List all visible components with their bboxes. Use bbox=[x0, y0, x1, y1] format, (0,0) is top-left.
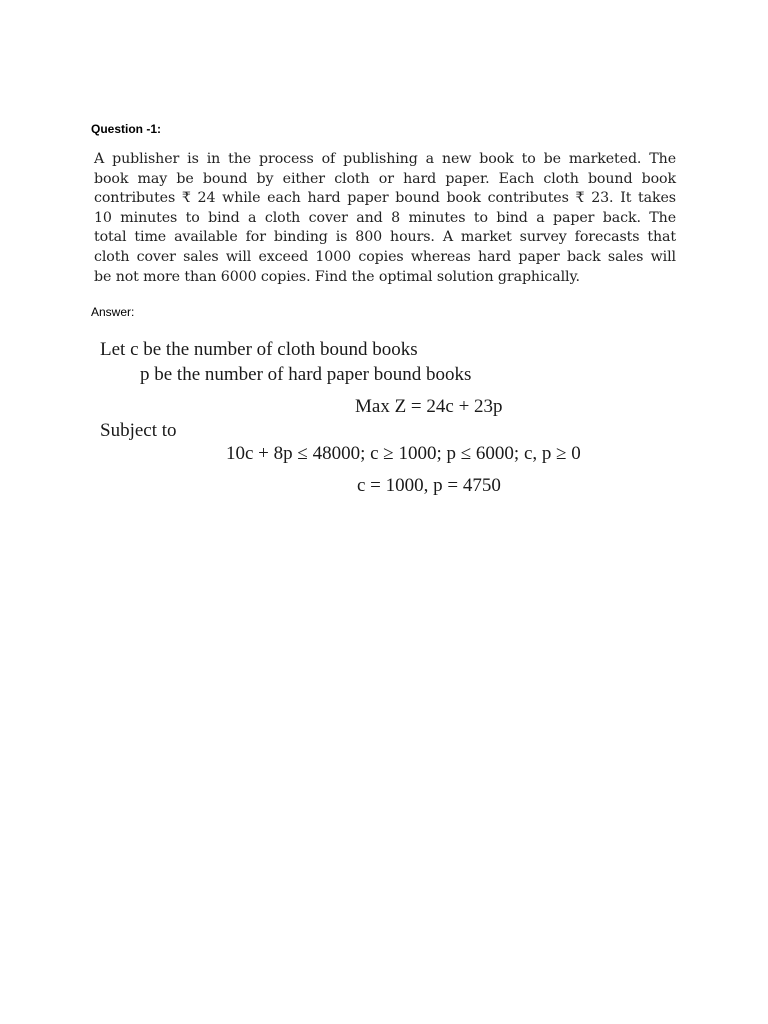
let-line-paper: p be the number of hard paper bound books bbox=[140, 364, 472, 385]
question-label: Question -1: bbox=[91, 122, 162, 136]
problem-line: book may be bound by either cloth or hard paper. Each cloth bound book bbox=[94, 170, 676, 187]
let-line-cloth: Let c be the number of cloth bound books bbox=[100, 339, 418, 360]
subject-to-label: Subject to bbox=[100, 420, 177, 441]
optimal-solution: c = 1000, p = 4750 bbox=[357, 475, 501, 496]
problem-line: cloth cover sales will exceed 1000 copies whereas hard paper back sales will bbox=[94, 248, 676, 265]
problem-statement bbox=[94, 150, 684, 287]
problem-line: be not more than 6000 copies. Find the optimal solution graphically. bbox=[94, 268, 580, 285]
problem-line: A publisher is in the process of publishing a new book to be marketed. The bbox=[94, 151, 676, 167]
answer-label: Answer: bbox=[91, 305, 135, 319]
objective-function: Max Z = 24c + 23p bbox=[355, 396, 503, 417]
constraints: 10c + 8p ≤ 48000; c ≥ 1000; p ≤ 6000; c, p ≥ 0 bbox=[226, 443, 581, 464]
problem-line: 10 minutes to bind a cloth cover and 8 minutes to bind a paper back. The bbox=[94, 209, 676, 226]
problem-line: total time available for binding is 800 hours. A market survey forecasts that bbox=[94, 229, 676, 246]
problem-line: contributes ₹ 24 while each hard paper bound book contributes ₹ 23. It takes bbox=[94, 190, 676, 207]
